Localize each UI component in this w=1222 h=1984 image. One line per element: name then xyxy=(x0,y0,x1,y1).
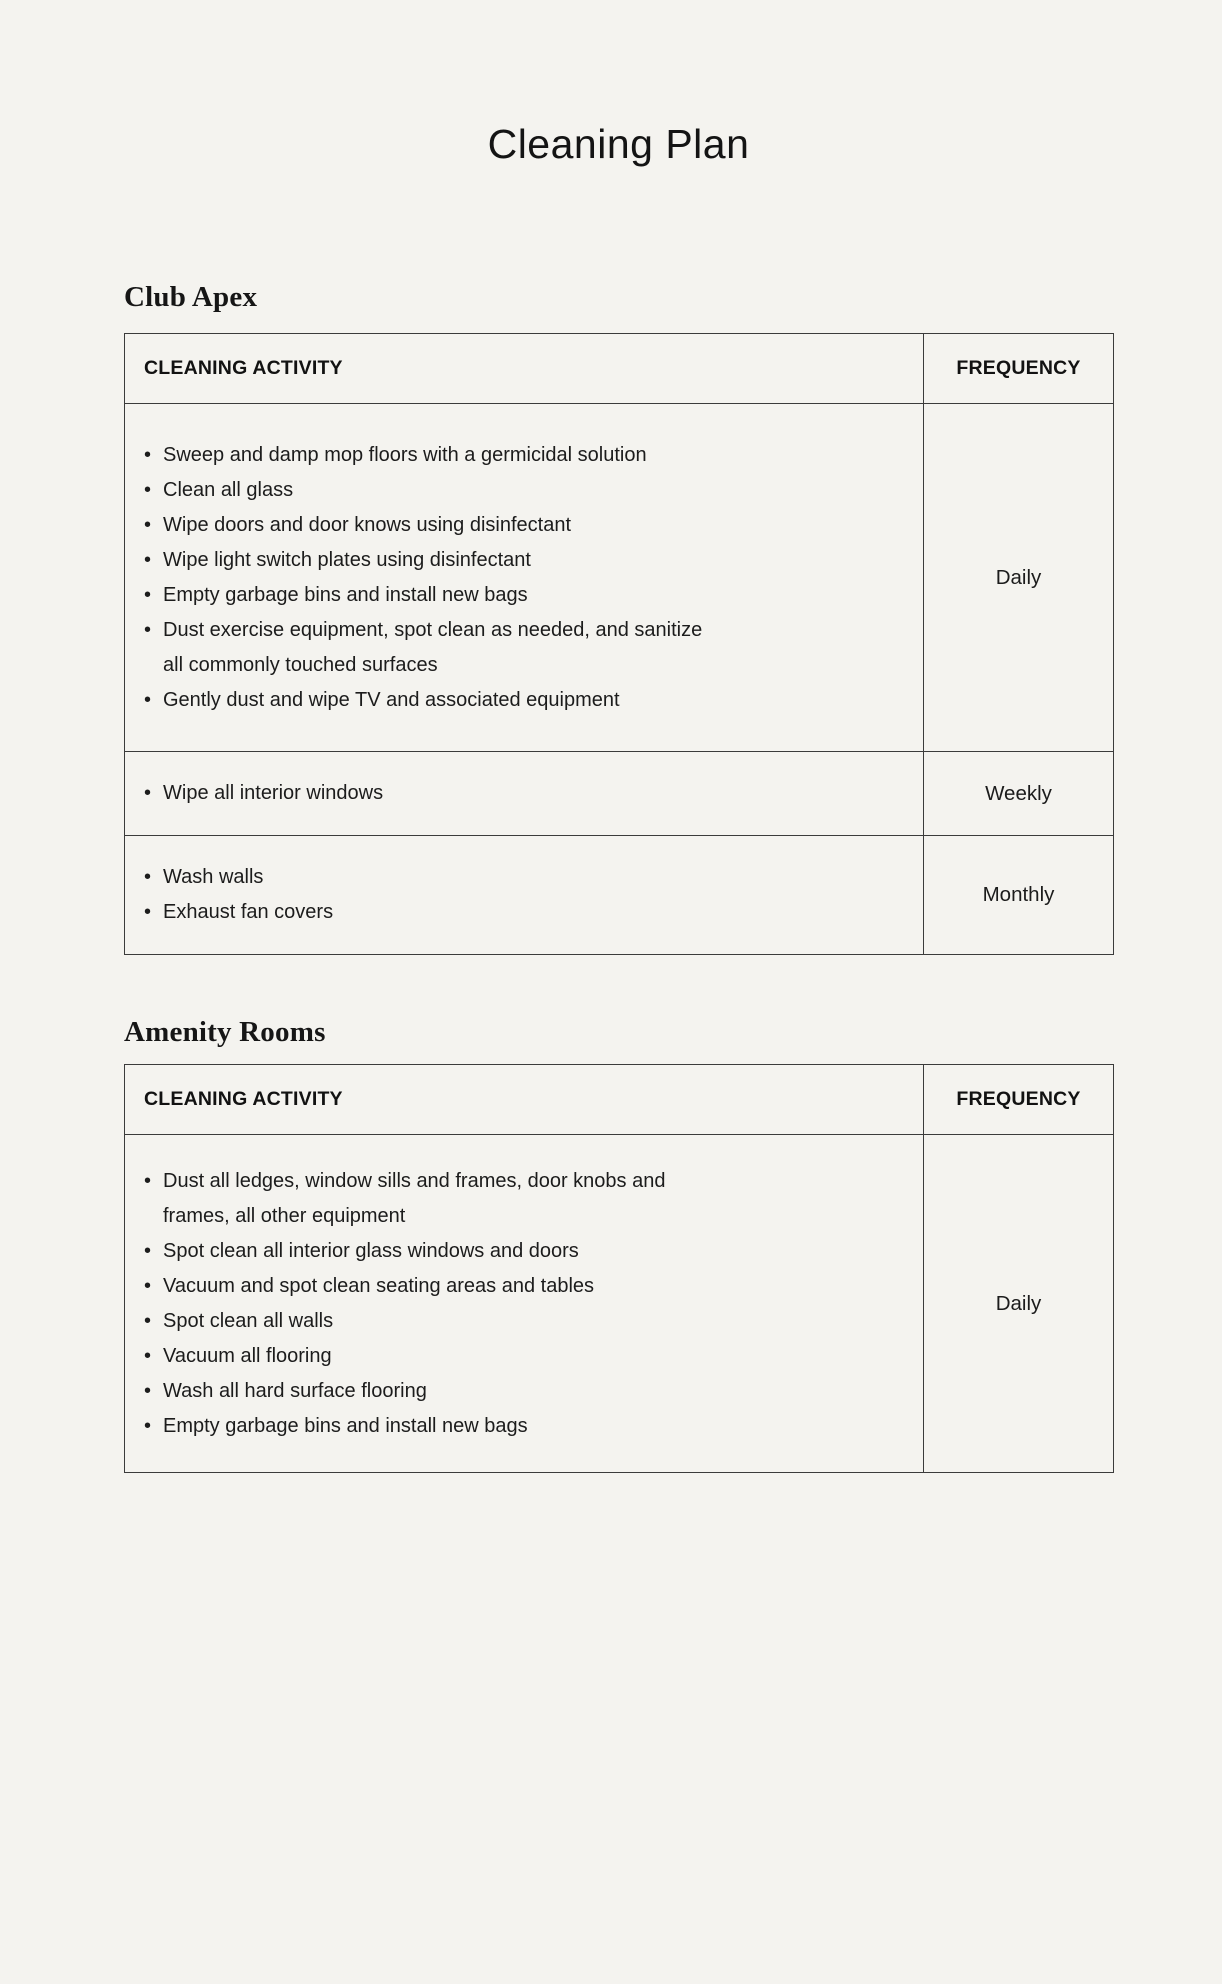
frequency-value: Daily xyxy=(924,404,1114,752)
section-heading: Club Apex xyxy=(124,281,258,313)
activity-item: • Empty garbage bins and install new bags xyxy=(144,1409,719,1444)
activity-item: • Sweep and damp mop floors with a germicidal solution xyxy=(144,438,719,473)
activity-list xyxy=(144,1164,895,1444)
activity-item: • Vacuum and spot clean seating areas and tables xyxy=(144,1269,719,1304)
table-header-row xyxy=(125,334,1114,404)
activity-item: • Gently dust and wipe TV and associated equipment xyxy=(144,683,719,718)
table-header-row xyxy=(125,1065,1114,1135)
activity-cell xyxy=(125,836,924,955)
column-header-cleaning-activity: CLEANING ACTIVITY xyxy=(125,1065,924,1135)
column-header-frequency: FREQUENCY xyxy=(924,1065,1114,1135)
activity-list xyxy=(144,860,895,930)
cleaning-table xyxy=(124,1064,1114,1473)
activity-item: • Clean all glass xyxy=(144,473,719,508)
activity-item: • Spot clean all interior glass windows and doors xyxy=(144,1234,719,1269)
document-page xyxy=(0,120,1222,1984)
section-amenity-rooms xyxy=(124,1015,1113,1473)
frequency-value: Monthly xyxy=(924,836,1114,955)
activity-item: • Exhaust fan covers xyxy=(144,895,719,930)
frequency-value: Daily xyxy=(924,1135,1114,1473)
activity-item: • Wipe doors and door knows using disinfectant xyxy=(144,508,719,543)
section-club-apex xyxy=(124,280,1113,955)
activity-list xyxy=(144,776,895,811)
activity-item: • Spot clean all walls xyxy=(144,1304,719,1339)
column-header-cleaning-activity: CLEANING ACTIVITY xyxy=(125,334,924,404)
table-row xyxy=(125,404,1114,752)
activity-item: • Empty garbage bins and install new bags xyxy=(144,578,719,613)
activity-item: • Dust exercise equipment, spot clean as needed, and sanitize all commonly touched surfaces xyxy=(144,613,719,683)
table-row xyxy=(125,752,1114,836)
table-row xyxy=(125,1135,1114,1473)
table-row xyxy=(125,836,1114,955)
activity-item: • Wipe all interior windows xyxy=(144,776,719,811)
document-title: Cleaning Plan xyxy=(487,121,750,167)
activity-item: • Wash walls xyxy=(144,860,719,895)
activity-item: • Vacuum all flooring xyxy=(144,1339,719,1374)
activity-cell xyxy=(125,752,924,836)
activity-item: • Wipe light switch plates using disinfectant xyxy=(144,543,719,578)
activity-item: • Dust all ledges, window sills and frames, door knobs and frames, all other equipment xyxy=(144,1164,719,1234)
activity-item: • Wash all hard surface flooring xyxy=(144,1374,719,1409)
section-heading: Amenity Rooms xyxy=(124,1016,326,1048)
activity-cell xyxy=(125,404,924,752)
activity-list xyxy=(144,438,895,718)
column-header-frequency: FREQUENCY xyxy=(924,334,1114,404)
frequency-value: Weekly xyxy=(924,752,1114,836)
activity-cell xyxy=(125,1135,924,1473)
cleaning-table xyxy=(124,333,1114,955)
